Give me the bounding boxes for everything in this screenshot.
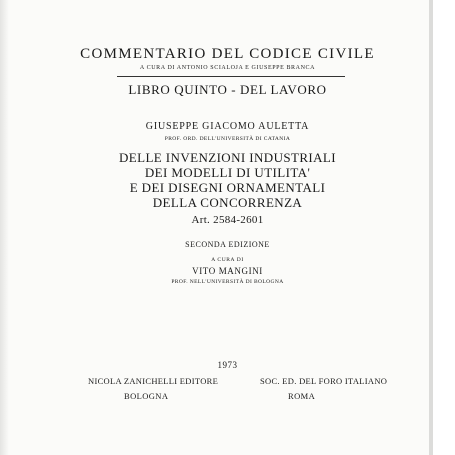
- city-right: ROMA: [288, 391, 316, 401]
- editor-name: VITO MANGINI: [192, 266, 263, 276]
- work-title-line-3: E DEI DISEGNI ORNAMENTALI: [129, 180, 326, 195]
- work-title-line-1: DELLE INVENZIONI INDUSTRIALI: [119, 150, 336, 165]
- series-title: COMMENTARIO DEL CODICE CIVILE: [80, 46, 375, 62]
- articles-range: Art. 2584-2601: [191, 214, 264, 226]
- edition-label: SECONDA EDIZIONE: [185, 240, 270, 249]
- author-name: GIUSEPPE GIACOMO AULETTA: [145, 121, 310, 132]
- publisher-right: SOC. ED. DEL FORO ITALIANO: [260, 376, 388, 386]
- editor-label: A CURA DI: [211, 257, 244, 263]
- book-subtitle: LIBRO QUINTO - DEL LAVORO: [128, 82, 327, 97]
- work-title-line-4: DELLA CONCORRENZA: [152, 195, 303, 210]
- publisher-left: NICOLA ZANICHELLI EDITORE: [88, 376, 219, 386]
- author-affiliation: PROF. ORD. DELL'UNIVERSITÀ DI CATANIA: [164, 136, 291, 142]
- publication-year: 1973: [217, 360, 238, 370]
- editor-affiliation: PROF. NELL'UNIVERSITÀ DI BOLOGNA: [171, 279, 284, 285]
- divider-rule: [117, 76, 345, 77]
- work-title-line-2: DEI MODELLI DI UTILITA': [144, 165, 311, 180]
- city-left: BOLOGNA: [124, 391, 169, 401]
- series-curators: A CURA DI ANTONIO SCIALOJA E GIUSEPPE BRANCA: [139, 65, 316, 71]
